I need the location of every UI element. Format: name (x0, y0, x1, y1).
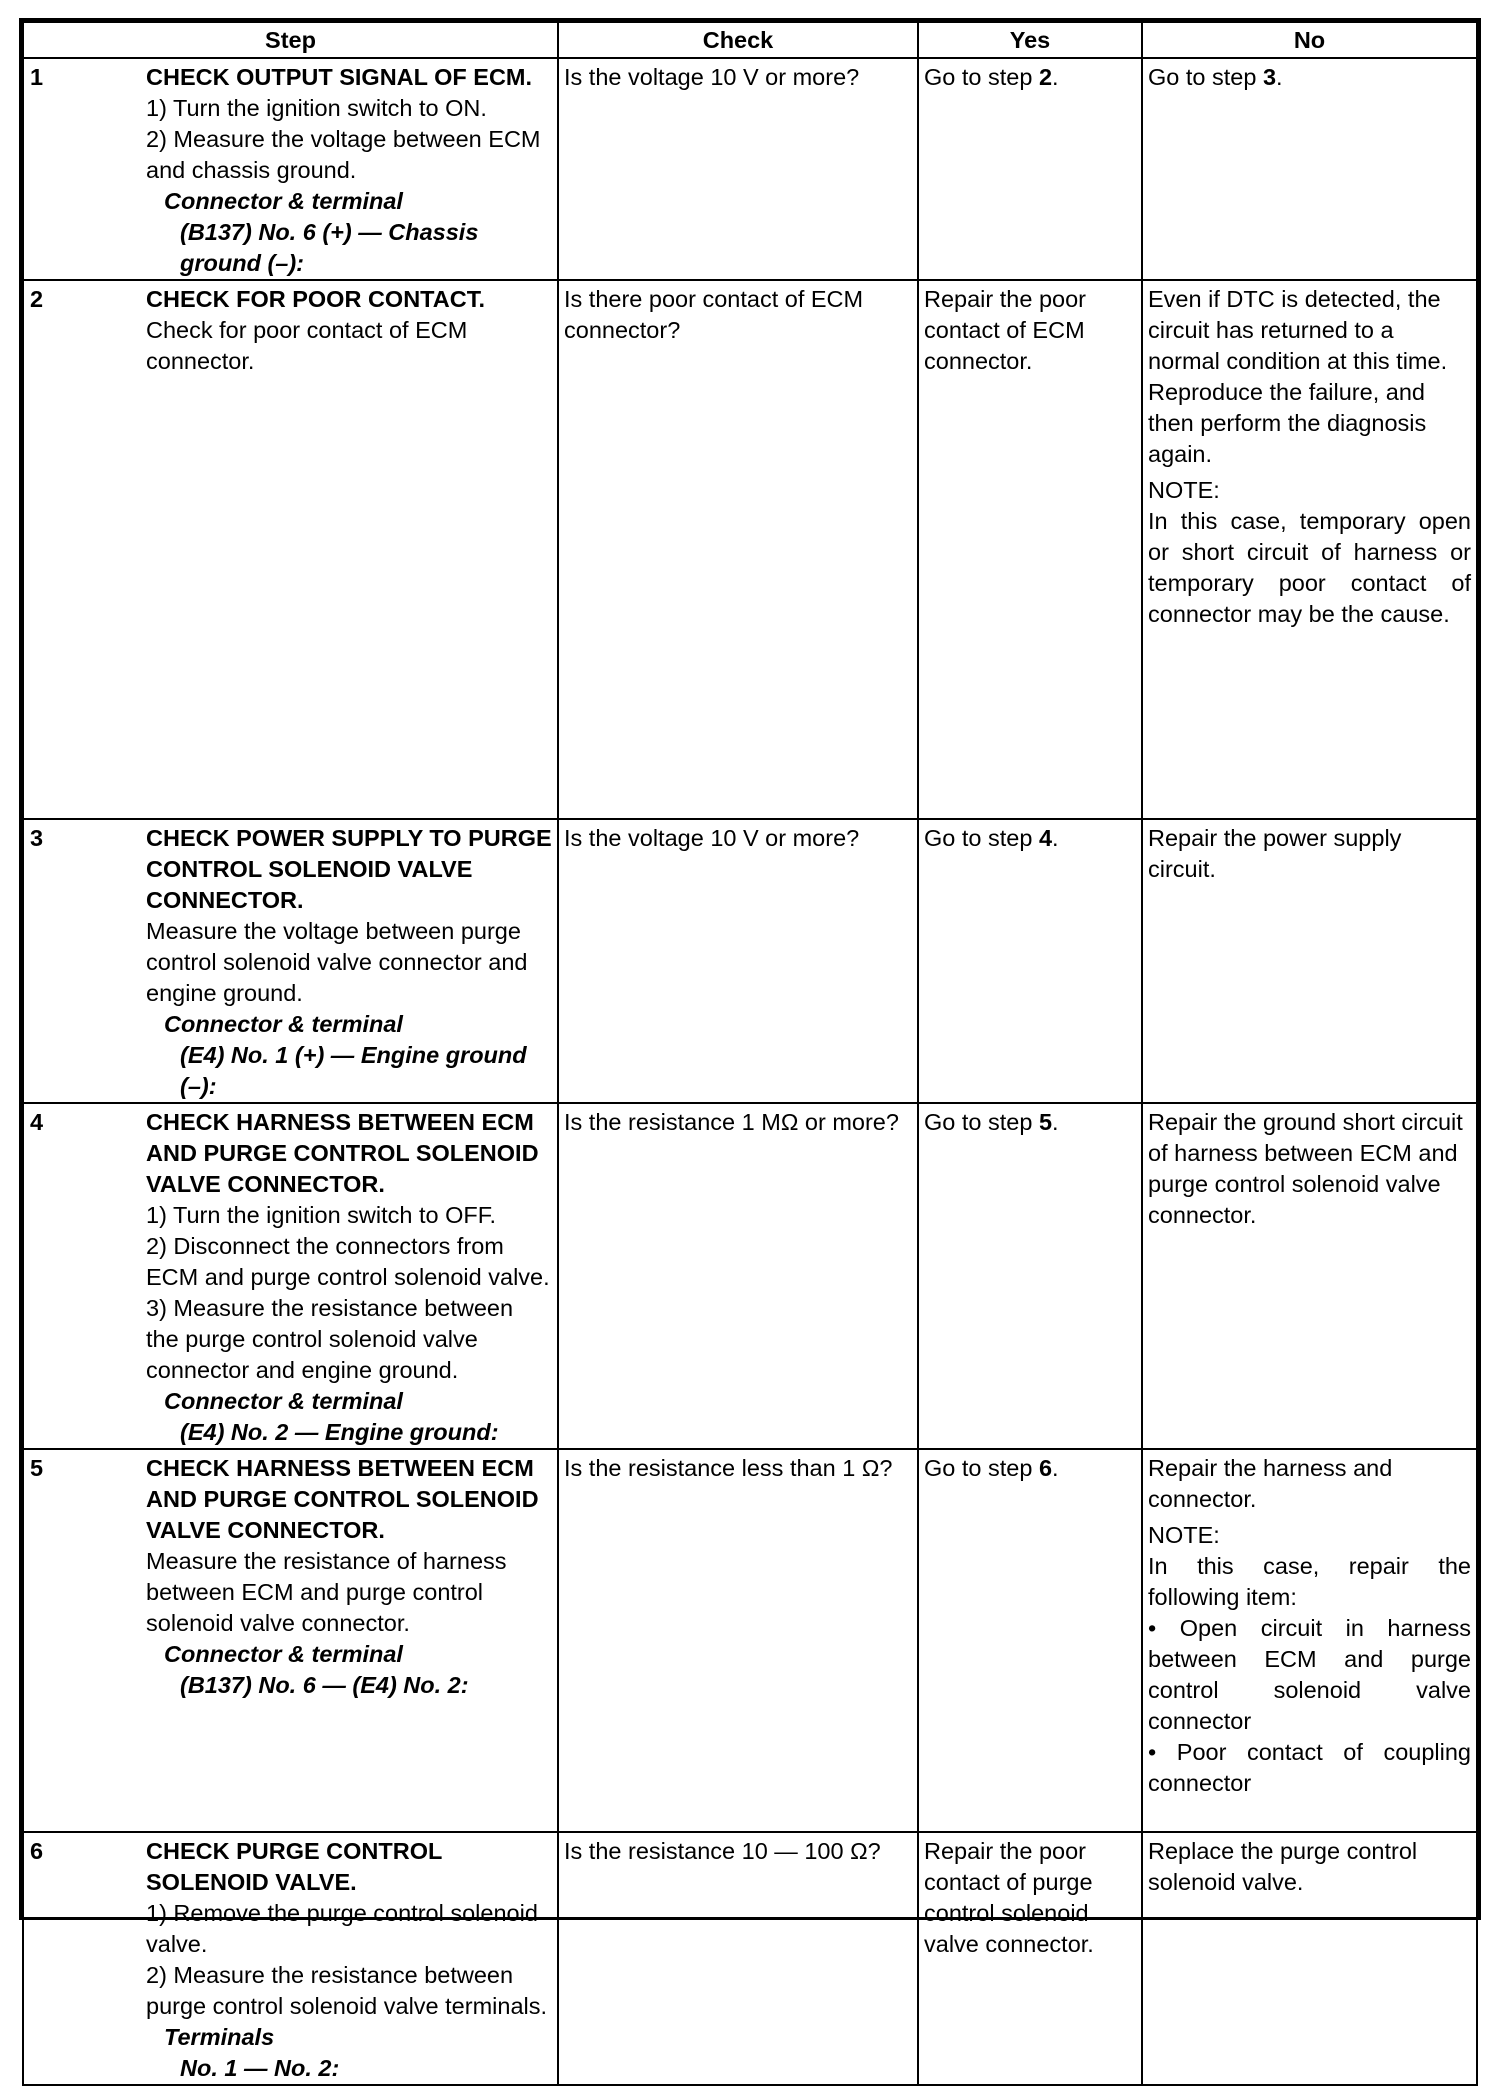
yes-cell (918, 1103, 1142, 1449)
diagnostic-table-sheet (19, 18, 1481, 2081)
connector-value: (E4) No. 2 — Engine ground: (180, 1419, 499, 1445)
step-cell (23, 1832, 558, 2085)
step-line: Check for poor contact of ECM connector. (146, 317, 468, 374)
yes-step-ref: 5 (1038, 1109, 1053, 1135)
yes-step-ref: 6 (1038, 1455, 1053, 1481)
note-text: In this case, temporary open or short circuit of harness or temporary poor contact of connector may be the cause. (1148, 508, 1471, 627)
no-cell (1142, 58, 1477, 280)
step-cell (23, 1449, 558, 1832)
check-cell: Is the resistance 10 — 100 Ω? (558, 1832, 918, 2085)
check-cell: Is the resistance less than 1 Ω? (558, 1449, 918, 1832)
no-prefix: Go to step (1148, 64, 1263, 90)
step-title: CHECK HARNESS BETWEEN ECM AND PURGE CONTROL SOLENOID VALVE CONNECTOR. (146, 1109, 539, 1197)
no-text: Even if DTC is detected, the circuit has returned to a normal condition at this time. Reproduce the failure, and then perform the diagnosis again. (1148, 286, 1448, 467)
check-cell: Is the voltage 10 V or more? (558, 819, 918, 1103)
step-cell (23, 58, 558, 280)
step-number: 1 (30, 64, 44, 90)
yes-suffix: . (1052, 64, 1059, 90)
header-row (23, 22, 1477, 58)
table-row (23, 280, 1477, 819)
terminals-label: Terminals (164, 2024, 275, 2050)
connector-label: Connector & terminal (164, 1011, 403, 1037)
no-cell: Repair the ground short circuit of harness between ECM and purge control solenoid valve connector. (1142, 1103, 1477, 1449)
note-bullet: • Poor contact of coupling connector (1148, 1739, 1471, 1796)
yes-prefix: Go to step (924, 64, 1039, 90)
no-cell: Repair the power supply circuit. (1142, 819, 1477, 1103)
connector-label: Connector & terminal (164, 1641, 403, 1667)
yes-suffix: . (1052, 1455, 1059, 1481)
step-title: CHECK FOR POOR CONTACT. (146, 286, 486, 312)
check-cell: Is there poor contact of ECM connector? (558, 280, 918, 819)
table-row (23, 58, 1477, 280)
diagnostic-table (22, 21, 1478, 2086)
yes-cell: Repair the poor contact of purge control solenoid valve connector. (918, 1832, 1142, 2085)
step-line: 2) Measure the resistance between purge control solenoid valve terminals. (146, 1962, 548, 2019)
connector-label: Connector & terminal (164, 188, 403, 214)
connector-value: (B137) No. 6 — (E4) No. 2: (180, 1672, 469, 1698)
step-number: 3 (30, 825, 44, 851)
step-number: 5 (30, 1455, 44, 1481)
table-row (23, 1103, 1477, 1449)
step-line: 3) Measure the resistance between the purge control solenoid valve connector and engine ground. (146, 1295, 514, 1383)
yes-cell: Repair the poor contact of ECM connector. (918, 280, 1142, 819)
header-step: Step (23, 22, 558, 58)
step-title: CHECK HARNESS BETWEEN ECM AND PURGE CONTROL SOLENOID VALVE CONNECTOR. (146, 1455, 539, 1543)
step-line: Measure the resistance of harness between ECM and purge control solenoid valve connector. (146, 1548, 507, 1636)
yes-cell (918, 58, 1142, 280)
connector-label: Connector & terminal (164, 1388, 403, 1414)
note-bullet: • Open circuit in harness between ECM and purge control solenoid valve connector (1148, 1615, 1471, 1734)
step-title: CHECK PURGE CONTROL SOLENOID VALVE. (146, 1838, 442, 1895)
no-step-ref: 3 (1262, 64, 1277, 90)
check-cell: Is the resistance 1 MΩ or more? (558, 1103, 918, 1449)
yes-step-ref: 2 (1038, 64, 1053, 90)
no-cell (1142, 1449, 1477, 1832)
yes-prefix: Go to step (924, 1109, 1039, 1135)
no-suffix: . (1276, 64, 1283, 90)
note-text: In this case, repair the following item: (1148, 1553, 1471, 1610)
step-line: 1) Turn the ignition switch to ON. (146, 95, 487, 121)
no-cell: Replace the purge control solenoid valve. (1142, 1832, 1477, 2085)
step-line: 1) Remove the purge control solenoid valve. (146, 1900, 538, 1957)
step-line: Measure the voltage between purge control solenoid valve connector and engine ground. (146, 918, 528, 1006)
note-label: NOTE: (1148, 477, 1220, 503)
step-line: 2) Disconnect the connectors from ECM and purge control solenoid valve. (146, 1233, 550, 1290)
step-number: 2 (30, 286, 44, 312)
no-text: Repair the harness and connector. (1148, 1455, 1393, 1512)
step-title: CHECK POWER SUPPLY TO PURGE CONTROL SOLENOID VALVE CONNECTOR. (146, 825, 552, 913)
yes-suffix: . (1052, 1109, 1059, 1135)
no-cell (1142, 280, 1477, 819)
terminals-value: No. 1 — No. 2: (180, 2055, 340, 2081)
header-yes: Yes (918, 22, 1142, 58)
header-check: Check (558, 22, 918, 58)
connector-value: (B137) No. 6 (+) — Chassis ground (–): (180, 219, 479, 276)
step-cell (23, 280, 558, 819)
table-row (23, 1449, 1477, 1832)
connector-value: (E4) No. 1 (+) — Engine ground (–): (180, 1042, 527, 1099)
step-number: 4 (30, 1109, 44, 1135)
header-no: No (1142, 22, 1477, 58)
step-line: 2) Measure the voltage between ECM and chassis ground. (146, 126, 541, 183)
step-cell (23, 1103, 558, 1449)
step-title: CHECK OUTPUT SIGNAL OF ECM. (146, 64, 533, 90)
yes-prefix: Go to step (924, 1455, 1039, 1481)
yes-cell (918, 819, 1142, 1103)
yes-step-ref: 4 (1038, 825, 1053, 851)
table-row (23, 819, 1477, 1103)
yes-suffix: . (1052, 825, 1059, 851)
check-cell: Is the voltage 10 V or more? (558, 58, 918, 280)
step-number: 6 (30, 1838, 44, 1864)
yes-cell (918, 1449, 1142, 1832)
step-cell (23, 819, 558, 1103)
note-label: NOTE: (1148, 1522, 1220, 1548)
table-row (23, 1832, 1477, 2085)
yes-prefix: Go to step (924, 825, 1039, 851)
step-line: 1) Turn the ignition switch to OFF. (146, 1202, 497, 1228)
